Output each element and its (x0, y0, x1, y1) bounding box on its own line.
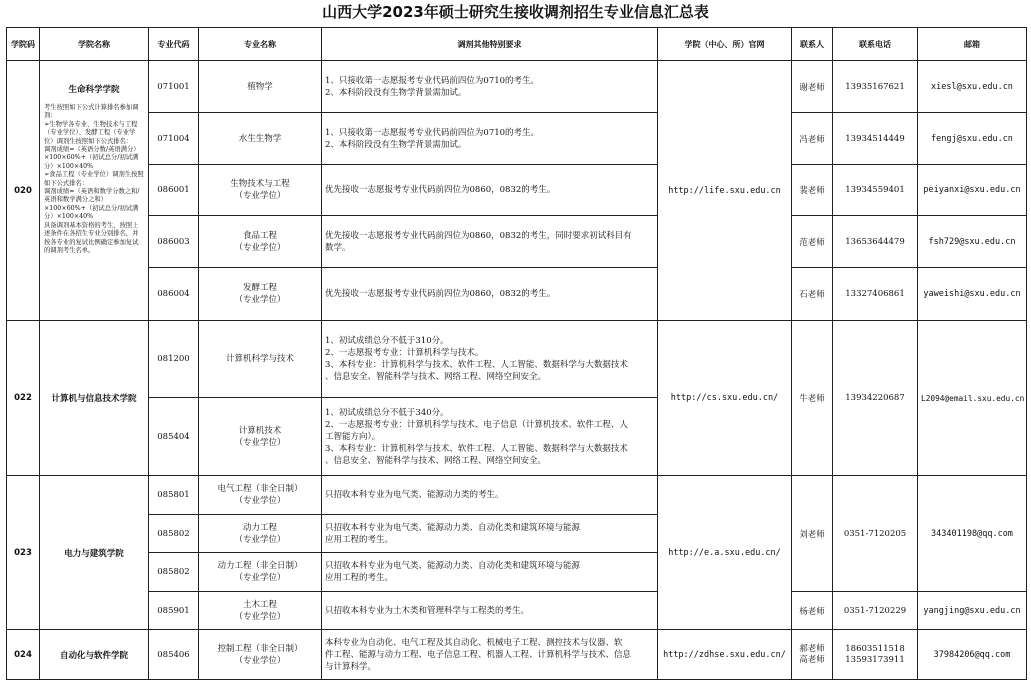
phone-number: 18603511518 (845, 643, 905, 654)
header-major-code: 专业代码 (149, 28, 199, 61)
dept-website[interactable]: http://life.sxu.edu.cn (658, 61, 792, 321)
req-line: 2、本科阶段没有生物学背景需加试。 (325, 87, 467, 98)
ranking-note (42, 103, 146, 256)
major-name (199, 321, 322, 398)
table-row (7, 113, 1027, 165)
major-name-line: 计算机技术 (238, 425, 282, 436)
contact-person: 谢老师 (792, 61, 833, 113)
major-name (199, 476, 322, 515)
contact-person: 冯老师 (792, 113, 833, 165)
contact-phone: 0351-7120205 (833, 476, 918, 592)
contact-email[interactable]: fsh729@sxu.edu.cn (918, 216, 1027, 268)
requirement (322, 398, 658, 476)
req-line: 2、一志愿报考专业：计算机科学与技术、电子信息（计算机技术、软件工程、人 (325, 419, 628, 430)
major-code: 071004 (149, 113, 199, 165)
major-name-line: （专业学位） (234, 295, 286, 305)
header-row (7, 28, 1027, 61)
req-line: 、信息安全、智能科学与技术、网络工程、网络空间安全。 (325, 372, 547, 382)
admission-table (6, 27, 1027, 680)
table-row (7, 165, 1027, 216)
req-line: 只招收本科专业为电气类、能源动力类、自动化类和建筑环境与能源 (325, 561, 581, 571)
note-line: 考生按照如下公式计算排名参加调剂： (44, 104, 139, 120)
major-name-line: 动力工程（非全日制） (217, 561, 303, 571)
major-name-line: 动力工程 (242, 522, 277, 533)
major-name (199, 398, 322, 476)
requirement (322, 321, 658, 398)
req-line: 数学。 (325, 242, 351, 253)
requirement (322, 216, 658, 268)
major-name-line: （专业学位） (234, 191, 286, 201)
requirement (322, 165, 658, 216)
major-code: 086001 (149, 165, 199, 216)
requirement (322, 268, 658, 321)
dept-website[interactable]: http://zdhse.sxu.edu.cn/ (658, 630, 792, 680)
major-name-line: 食品工程 (242, 230, 277, 241)
contact-email[interactable]: 37984206@qq.com (918, 630, 1027, 680)
major-name-line: 计算机科学与技术 (225, 354, 294, 364)
major-code: 086004 (149, 268, 199, 321)
note-line: 调剂成绩=（英语分数/英语满分）×100×60%+（初试总分/初试满分）×100×40% (44, 146, 140, 170)
req-line: 只招收本科专业为土木类和管理科学与工程类的考生。 (325, 605, 530, 616)
dept-website[interactable]: http://cs.sxu.edu.cn/ (658, 321, 792, 476)
dept-cell (40, 61, 149, 321)
major-name-line: （专业学位） (234, 242, 286, 253)
header-dept-name: 学院名称 (40, 28, 149, 61)
contact-phone (833, 630, 918, 680)
req-line: 只招收本科专业为电气类、能源动力类的考生。 (325, 490, 504, 500)
major-code: 085802 (149, 553, 199, 592)
major-name-line: 水生生物学 (238, 133, 282, 144)
major-name-line: （专业学位） (234, 573, 286, 583)
req-line: 件工程、能源与动力工程、电子信息工程、机器人工程、计算机科学与技术、信息 (325, 649, 632, 660)
req-line: 只招收本科专业为电气类、能源动力类、自动化类和建筑环境与能源 (325, 522, 581, 533)
contact-phone: 13653644479 (833, 216, 918, 268)
req-line: 优先接收一志愿报考专业代码前四位为0860，0832的考生，同时要求初试科目有 (325, 230, 632, 241)
requirement (322, 61, 658, 113)
contact-person: 牛老师 (792, 321, 833, 476)
requirement (322, 592, 658, 630)
req-line: 本科专业为自动化、电气工程及其自动化、机械电子工程、测控技术与仪器、软 (325, 637, 623, 648)
req-line: 1、只接收第一志愿报考专业代码前四位为0710的考生。 (325, 127, 540, 138)
req-line: 应用工程的考生。 (325, 573, 394, 583)
dept-code: 024 (7, 630, 40, 680)
header-email: 邮箱 (918, 28, 1027, 61)
req-line: 优先接收一志愿报考专业代码前四位为0860，0832的考生。 (325, 289, 556, 299)
table-row (7, 476, 1027, 515)
major-name (199, 165, 322, 216)
req-line: 1、初试成绩总分不低于310分。 (325, 336, 449, 346)
header-website: 学院（中心、所）官网 (658, 28, 792, 61)
contact-email[interactable]: xiesl@sxu.edu.cn (918, 61, 1027, 113)
contact-phone: 13935167621 (833, 61, 918, 113)
contact-email[interactable]: yangjing@sxu.edu.cn (918, 592, 1027, 630)
major-code: 085406 (149, 630, 199, 680)
major-code: 085404 (149, 398, 199, 476)
req-line: 1、只接收第一志愿报考专业代码前四位为0710的考生。 (325, 75, 540, 86)
header-major-name: 专业名称 (199, 28, 322, 61)
contact-email[interactable]: L2094@email.sxu.edu.cn (918, 321, 1027, 476)
contact-email[interactable]: peiyanxi@sxu.edu.cn (918, 165, 1027, 216)
major-name-line: 发酵工程 (242, 283, 277, 293)
contact-person (792, 630, 833, 680)
dept-code: 023 (7, 476, 40, 630)
contact-person: 范老师 (792, 216, 833, 268)
major-code: 085801 (149, 476, 199, 515)
header-requirements: 调剂其他特别要求 (322, 28, 658, 61)
note-line: 具备调剂基本资格的考生，按照上述条件在各招生专业分别排名，并按各专业的复试比例确定参加复试的调剂考生名单。 (44, 221, 139, 254)
contact-phone: 0351-7120229 (833, 592, 918, 630)
major-name (199, 515, 322, 553)
contact-name: 郝老师 (799, 643, 825, 654)
major-name (199, 268, 322, 321)
dept-website[interactable]: http://e.a.sxu.edu.cn/ (658, 476, 792, 630)
header-contact: 联系人 (792, 28, 833, 61)
major-name-line: 生物技术与工程 (230, 179, 290, 189)
requirement (322, 553, 658, 592)
req-line: 3、本科专业：计算机科学与技术、软件工程、人工智能、数据科学与大数据技术 (325, 443, 628, 454)
req-line: 、信息安全、智能科学与技术、网络工程、网络空间安全。 (325, 455, 547, 466)
table-row (7, 268, 1027, 321)
table-row (7, 216, 1027, 268)
contact-email[interactable]: yaweishi@sxu.edu.cn (918, 268, 1027, 321)
major-code: 085802 (149, 515, 199, 553)
major-name-line: （专业学位） (234, 437, 286, 448)
contact-person: 刘老师 (792, 476, 833, 592)
req-line: 工智能方向）。 (325, 431, 381, 442)
req-line: 优先接收一志愿报考专业代码前四位为0860，0832的考生。 (325, 185, 556, 195)
contact-person: 杨老师 (792, 592, 833, 630)
major-name (199, 61, 322, 113)
major-code: 085901 (149, 592, 199, 630)
contact-email[interactable]: 343401198@qq.com (918, 476, 1027, 592)
requirement (322, 515, 658, 553)
contact-phone: 13934220687 (833, 321, 918, 476)
dept-code: 022 (7, 321, 40, 476)
major-name (199, 216, 322, 268)
header-dept-code: 学院码 (7, 28, 40, 61)
major-name (199, 553, 322, 592)
dept-name: 生命科学学院 (68, 85, 120, 95)
major-name-line: 土木工程 (242, 599, 277, 610)
contact-phone: 13327406861 (833, 268, 918, 321)
table-row (7, 630, 1027, 680)
req-line: 2、本科阶段没有生物学背景需加试。 (325, 139, 467, 150)
table-row (7, 592, 1027, 630)
major-name-line: 植物学 (247, 81, 273, 92)
major-code: 071001 (149, 61, 199, 113)
note-line: ➢食品工程（专业学位）调剂生按照如下公式排名： (44, 171, 144, 187)
requirement (322, 630, 658, 680)
table-row (7, 61, 1027, 113)
contact-phone: 13934514449 (833, 113, 918, 165)
requirement (322, 113, 658, 165)
major-code: 081200 (149, 321, 199, 398)
major-name-line: 控制工程（非全日制） (217, 643, 303, 654)
dept-name: 计算机与信息技术学院 (40, 321, 149, 476)
table-row (7, 321, 1027, 398)
contact-name: 高老师 (799, 654, 825, 665)
major-code: 086003 (149, 216, 199, 268)
phone-number: 13593173911 (845, 654, 905, 665)
page-title: 山西大学2023年硕士研究生接收调剂招生专业信息汇总表 (322, 3, 709, 21)
major-name-line: （专业学位） (234, 611, 286, 622)
req-line: 与计算科学。 (325, 661, 377, 672)
req-line: 应用工程的考生。 (325, 534, 394, 545)
dept-code: 020 (7, 61, 40, 321)
contact-person: 石老师 (792, 268, 833, 321)
dept-name: 电力与建筑学院 (40, 476, 149, 630)
req-line: 3、本科专业：计算机科学与技术、软件工程、人工智能、数据科学与大数据技术 (325, 360, 628, 370)
major-name (199, 592, 322, 630)
major-name-line: （专业学位） (234, 534, 286, 545)
contact-email[interactable]: fengj@sxu.edu.cn (918, 113, 1027, 165)
major-name-line: 电气工程（非全日制） (217, 484, 303, 494)
major-name-line: （专业学位） (234, 655, 286, 666)
note-line: 调剂成绩=（英语和数学分数之和/英语和数学满分之和）×100×60%+（初试总分/初试满分）×100×40% (44, 188, 140, 221)
note-line: ➢生物学各专业、生物技术与工程（专业学位）、发酵工程（专业学位）调剂生按照如下公式排名： (44, 120, 138, 145)
contact-phone: 13934559401 (833, 165, 918, 216)
req-line: 2、一志愿报考专业：计算机科学与技术。 (325, 348, 484, 358)
major-name (199, 630, 322, 680)
header-phone: 联系电话 (833, 28, 918, 61)
major-name (199, 113, 322, 165)
contact-person: 裴老师 (792, 165, 833, 216)
req-line: 1、初试成绩总分不低于340分。 (325, 407, 449, 418)
requirement (322, 476, 658, 515)
dept-name: 自动化与软件学院 (40, 630, 149, 680)
major-name-line: （专业学位） (234, 496, 286, 506)
